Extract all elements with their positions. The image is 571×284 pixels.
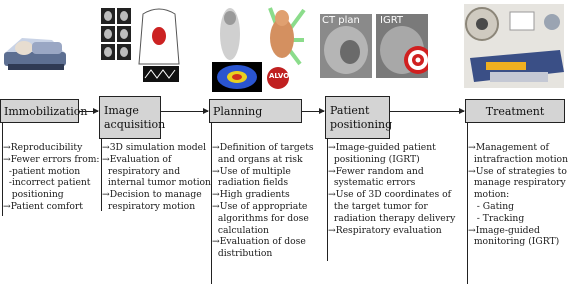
stage-item: →Use of strategies to	[468, 165, 567, 177]
stage-item: →Evaluation of	[102, 153, 172, 165]
stage-box-patient-positioning: Patient positioning	[325, 96, 390, 139]
stage-item: →Fewer errors from:	[3, 153, 100, 165]
stage-item: →Patient comfort	[3, 200, 83, 212]
stage-item: intrafraction motion	[468, 153, 568, 165]
stage-item: respiratory and	[102, 165, 181, 177]
stage-item: algorithms for dose	[212, 212, 309, 224]
stage-item: →Management of	[468, 142, 549, 153]
stage-item: →Use of multiple	[212, 165, 291, 177]
image-acquisition-photo	[99, 4, 191, 90]
patient-positioning-photo	[320, 14, 428, 78]
stage-items-immobilization	[3, 142, 100, 213]
stage-item: and organs at risk	[212, 153, 303, 165]
stage-item: the target tumor for	[328, 200, 428, 212]
planning-photo	[210, 4, 306, 92]
stage-box-treatment: Treatment	[465, 99, 565, 123]
stage-item: →Reproducibility	[3, 142, 83, 153]
stage-item: respiratory motion	[102, 200, 196, 212]
stage-item: →Definition of targets	[212, 142, 314, 153]
stage-item: monitoring (IGRT)	[468, 236, 560, 248]
stage-item: →Respiratory evaluation	[328, 224, 442, 236]
ct-plan-label: CT plan	[322, 15, 360, 26]
treatment-photo	[460, 2, 568, 90]
stage-box-planning: Planning	[209, 99, 302, 123]
flow-arrow-2	[161, 111, 208, 112]
stage-item: →Use of 3D coordinates of	[328, 189, 452, 201]
stage-items-planning	[212, 142, 314, 260]
stage-item: radiation therapy delivery	[328, 212, 456, 224]
stage-item: radiation fields	[212, 177, 289, 189]
stage-item: -incorrect patient	[3, 177, 91, 189]
stage-item: positioning (IGRT)	[328, 153, 420, 165]
stage-box-immobilization: Immobilization	[0, 99, 79, 123]
stage-item: →High gradients	[212, 189, 290, 201]
stage-item: systematic errors	[328, 177, 416, 189]
stage-item: →3D simulation model	[102, 142, 207, 153]
immobilization-photo	[2, 18, 68, 88]
stage-item: internal tumor motion	[102, 177, 211, 189]
stage-items-image-acquisition	[102, 142, 211, 213]
stage-item: →Fewer random and	[328, 165, 424, 177]
stage-item: →Image-guided patient	[328, 142, 436, 153]
stage-item: →Decision to manage	[102, 189, 202, 201]
igrt-label: IGRT	[380, 15, 404, 26]
stage-item: - Tracking	[468, 212, 525, 224]
stage-item: distribution	[212, 248, 273, 260]
stage-item: -patient motion	[3, 165, 81, 177]
stage-box-image-acquisition: Image acquisition	[99, 96, 161, 139]
stage-item: →Use of appropriate	[212, 200, 308, 212]
flow-arrow-4	[390, 111, 464, 112]
stage-item: calculation	[212, 224, 269, 236]
stage-item: →Image-guided	[468, 224, 540, 236]
stage-items-patient-positioning	[328, 142, 455, 236]
stage-item: - Gating	[468, 200, 515, 212]
stage-item: manage respiratory	[468, 177, 566, 189]
stage-item: motion:	[468, 189, 510, 201]
flow-arrow-1	[79, 111, 98, 112]
stage-items-treatment	[468, 142, 568, 248]
stage-item: →Evaluation of dose	[212, 236, 306, 248]
flow-arrow-3	[302, 111, 324, 112]
stage-item: positioning	[3, 189, 64, 201]
alvo-label: ALVO	[269, 72, 290, 80]
